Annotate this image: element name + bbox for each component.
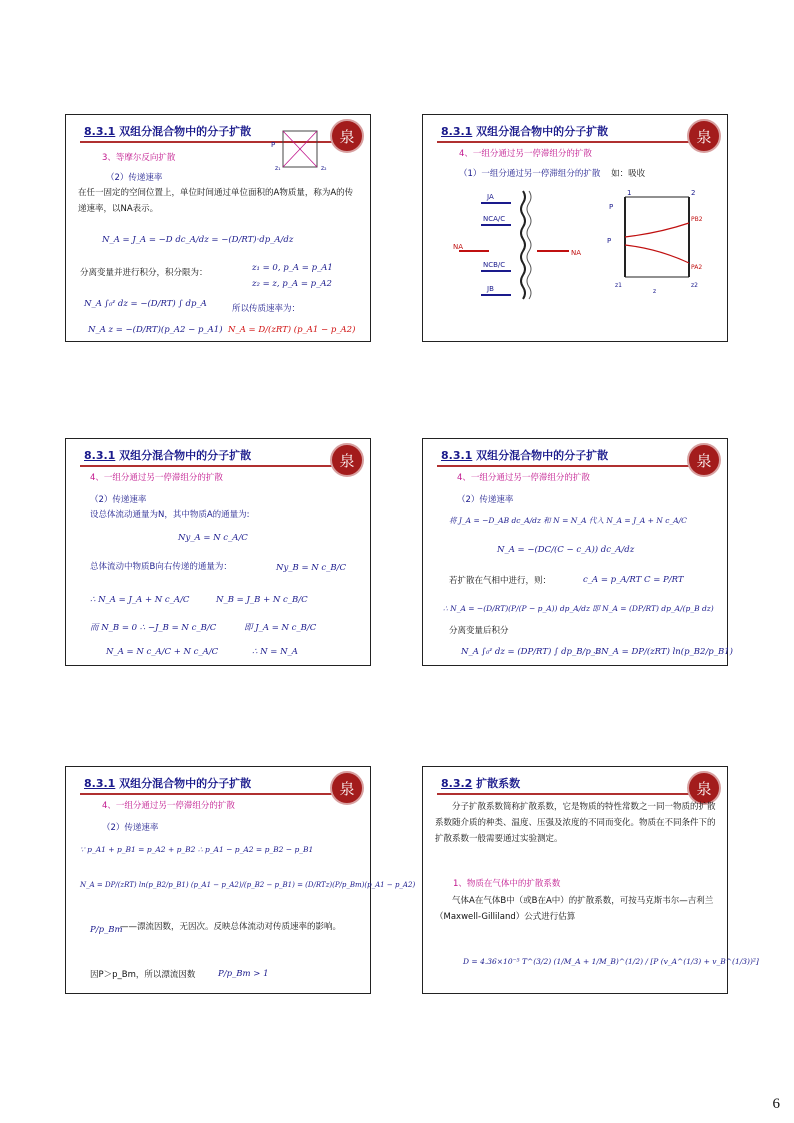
paragraph: 设总体流动通量为N，其中物质A的通量为: bbox=[90, 510, 250, 520]
paragraph: 分离变量并进行积分，积分限为： bbox=[80, 268, 208, 278]
subsection-heading: （2）传递速率 bbox=[457, 495, 514, 505]
equation: z₁ = 0, p_A = p_A1 bbox=[252, 263, 333, 273]
equation: N_A ∫₀ᶻ dz = (DP/RT) ∫ dp_B/p_B bbox=[461, 647, 602, 657]
svg-text:NA: NA bbox=[571, 249, 582, 257]
equation: 将 J_A = −D_AB dc_A/dz 和 N = N_A 代入 N_A = J_A + N c_A/C bbox=[449, 516, 687, 525]
section-heading: 4、一组分通过另一停滞组分的扩散 bbox=[90, 473, 223, 483]
equation: ∴ N = N_A bbox=[252, 647, 298, 657]
equation: ∴ N_A = −(D/RT)(P/(P − p_A)) dp_A/dz 即 N_A = (DP/RT) dp_A/(p_B dz) bbox=[443, 604, 714, 613]
subsection-heading: （1）一组分通过另一停滞组分的扩散 如：吸收 bbox=[459, 169, 646, 179]
paragraph: ——漂流因数，无因次。反映总体流动对传质速率的影响。 bbox=[120, 922, 342, 932]
paragraph: 总体流动中物质B向右传递的通量为： bbox=[90, 562, 232, 572]
university-logo: 泉 bbox=[330, 771, 364, 805]
slide-title: 8.3.1 双组分混合物中的分子扩散 bbox=[441, 125, 609, 138]
equation: ∵ p_A1 + p_B1 = p_A2 + p_B2 ∴ p_A1 − p_A2 = p_B2 − p_B1 bbox=[80, 845, 314, 854]
equation: D = 4.36×10⁻⁵ T^(3/2) (1/M_A + 1/M_B)^(1/2) / [P (v_A^(1/3) + v_B^(1/3))²] bbox=[463, 957, 759, 966]
equation: N_A ∫₀ᶻ dz = −(D/RT) ∫ dp_A bbox=[84, 299, 207, 309]
svg-text:P: P bbox=[607, 237, 612, 245]
equation-result: N_A = D/(zRT) (p_A1 − p_A2) bbox=[228, 325, 356, 335]
equation: N_A = J_A = −D dc_A/dz = −(D/RT)·dp_A/dz bbox=[102, 235, 294, 245]
svg-text:PB2: PB2 bbox=[691, 216, 703, 223]
paragraph: 在任一固定的空间位置上，单位时间通过单位面积的A物质量，称为A的传递速率，以NA表示。 bbox=[78, 188, 354, 214]
svg-text:z₂: z₂ bbox=[321, 165, 327, 172]
svg-text:P: P bbox=[271, 141, 276, 149]
slide-5 bbox=[65, 766, 416, 994]
equation: N_A = −(DC/(C − c_A)) dc_A/dz bbox=[497, 545, 635, 555]
slide-title: 8.3.1 双组分混合物中的分子扩散 bbox=[84, 777, 252, 790]
svg-text:z: z bbox=[653, 288, 657, 295]
equation: N_A = N c_A/C + N c_A/C bbox=[106, 647, 219, 657]
subsection-heading: （2）传递速率 bbox=[102, 823, 159, 833]
university-logo: 泉 bbox=[687, 443, 721, 477]
subsection-heading: （2）传递速率 bbox=[90, 495, 147, 505]
equation: Ny_B = N c_B/C bbox=[276, 563, 347, 573]
equation: P/p_Bm > 1 bbox=[218, 969, 269, 979]
paragraph: 若扩散在气相中进行，则： bbox=[449, 576, 552, 586]
slide-title: 8.3.1 双组分混合物中的分子扩散 bbox=[84, 125, 252, 138]
paragraph: 所以传质速率为： bbox=[232, 304, 301, 314]
slide-6 bbox=[422, 766, 759, 994]
slide-2 bbox=[422, 114, 728, 342]
stagnant-film-diagram bbox=[453, 187, 589, 307]
slide-title: 8.3.1 双组分混合物中的分子扩散 bbox=[84, 449, 252, 462]
university-logo: 泉 bbox=[330, 119, 364, 153]
equation: ∴ N_A = J_A + N c_A/C bbox=[90, 595, 190, 605]
slide-title: 8.3.2 扩散系数 bbox=[441, 777, 521, 790]
svg-text:2: 2 bbox=[691, 189, 696, 197]
section-heading: 4、一组分通过另一停滞组分的扩散 bbox=[102, 801, 235, 811]
svg-text:NCA/C: NCA/C bbox=[483, 215, 506, 223]
slide-4 bbox=[422, 438, 733, 666]
svg-text:z₁: z₁ bbox=[275, 165, 281, 172]
svg-text:PA2: PA2 bbox=[691, 264, 703, 271]
equation: N_A = DP/(zRT) ln(p_B2/p_B1) (p_A1 − p_A2)/(p_B2 − p_B1) = (D/RTz)(P/p_Bm)(p_A1 − p_A2) bbox=[80, 881, 416, 889]
equation: P/p_Bm bbox=[90, 925, 123, 935]
title-separator bbox=[437, 793, 713, 795]
svg-text:P: P bbox=[609, 203, 614, 211]
title-separator bbox=[437, 465, 713, 467]
university-logo: 泉 bbox=[687, 119, 721, 153]
section-heading: 4、一组分通过另一停滞组分的扩散 bbox=[459, 149, 592, 159]
svg-text:z2: z2 bbox=[691, 282, 698, 289]
equation: N_B = J_B + N c_B/C bbox=[216, 595, 308, 605]
slide-1 bbox=[65, 114, 371, 342]
equation: ∴ N_A = DP/(zRT) ln(p_B2/p_B1) bbox=[593, 647, 733, 657]
svg-text:1: 1 bbox=[627, 189, 632, 197]
title-separator bbox=[80, 793, 356, 795]
svg-text:JA: JA bbox=[487, 193, 494, 201]
university-logo: 泉 bbox=[330, 443, 364, 477]
svg-text:z1: z1 bbox=[615, 282, 622, 289]
title-separator bbox=[80, 465, 356, 467]
paragraph: 分子扩散系数简称扩散系数，它是物质的特性常数之一同一物质的扩散系数随介质的种类、温度、压强及浓度的不同而变化。物质在不同条件下的扩散系数一般需要通过实验测定。 bbox=[435, 802, 716, 844]
equation: Ny_A = N c_A/C bbox=[178, 533, 248, 543]
equation: 而 N_B = 0 ∴ −J_B = N c_B/C bbox=[90, 623, 217, 633]
equation: c_A = p_A/RT C = P/RT bbox=[583, 575, 684, 585]
svg-text:NCB/C: NCB/C bbox=[483, 261, 506, 269]
page-number: 6 bbox=[772, 1096, 780, 1112]
partial-pressure-diagram bbox=[603, 187, 713, 297]
slide-title: 8.3.1 双组分混合物中的分子扩散 bbox=[441, 449, 609, 462]
paragraph: 分离变量后积分 bbox=[449, 626, 509, 636]
slide-3 bbox=[65, 438, 371, 666]
equation: 即 J_A = N c_B/C bbox=[244, 623, 317, 633]
paragraph: 因P＞p_Bm，所以漂流因数 bbox=[90, 970, 196, 980]
subsection-heading: （2）传递速率 bbox=[106, 173, 163, 183]
equimolar-diagram bbox=[271, 125, 331, 179]
svg-text:JB: JB bbox=[487, 285, 494, 293]
equation: N_A z = −(D/RT)(p_A2 − p_A1) bbox=[88, 325, 223, 335]
section-heading: 1、物质在气体中的扩散系数 bbox=[453, 879, 561, 889]
section-heading: 3、等摩尔反向扩散 bbox=[102, 153, 176, 163]
equation: z₂ = z, p_A = p_A2 bbox=[252, 279, 332, 289]
title-separator bbox=[437, 141, 713, 143]
university-logo: 泉 bbox=[687, 771, 721, 805]
na-label-left: NA bbox=[453, 243, 464, 251]
section-heading: 4、一组分通过另一停滞组分的扩散 bbox=[457, 473, 590, 483]
paragraph: 气体A在气体B中（或B在A中）的扩散系数，可按马克斯韦尔—吉利兰（Maxwell-Gilliland）公式进行估算 bbox=[435, 896, 714, 922]
